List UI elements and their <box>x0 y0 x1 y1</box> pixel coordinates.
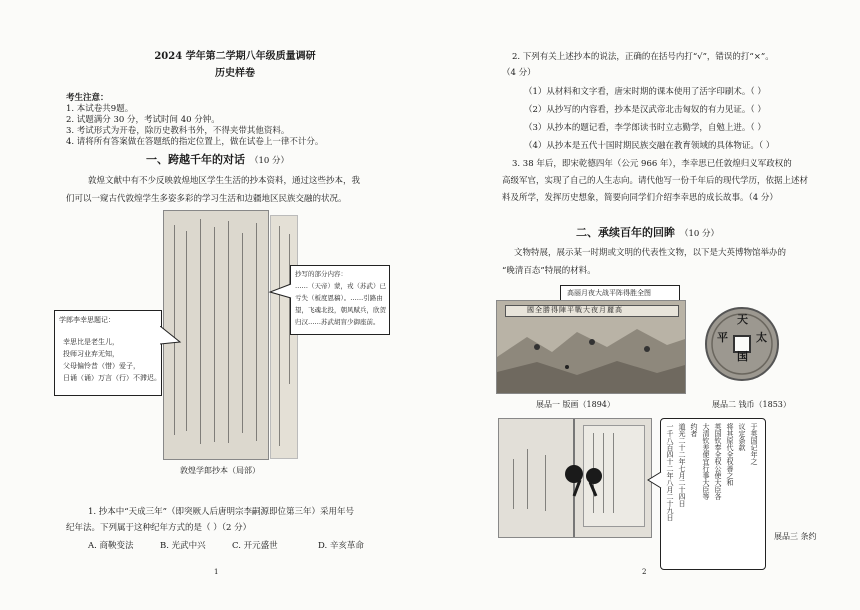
treaty-col: 将其原代全权善之和 <box>726 423 734 486</box>
poem-line: 学郎李幸思题记： <box>59 316 115 324</box>
exam-subtitle: 历史样卷 <box>215 68 255 79</box>
notice-title: 考生注意： <box>66 93 109 103</box>
painting-label-box <box>560 285 680 301</box>
treaty-col: 议定条款 <box>738 423 746 451</box>
intro-line-2: 们可以一窥古代敦煌学生多姿多彩的学习生活和边疆地区民族交融的状况。 <box>66 194 347 204</box>
coin-char-right: 太 <box>756 331 767 344</box>
excerpt-line: 亏失（板度恩稿）。……引路由 <box>295 294 383 302</box>
excerpt-box <box>290 265 390 335</box>
intro-line-1: 敦煌文献中有不少反映敦煌地区学生生活的抄本资料，通过这些抄本，我 <box>88 176 361 186</box>
section2-score: （10 分） <box>680 229 720 239</box>
treaty-col: 道光二十二年七月二十四日 <box>678 423 686 507</box>
q2-item-4: （4）从抄本是五代十国时期民族交融在教育领域的具体物证。（ ） <box>524 141 775 151</box>
painting-label: 高丽月夜大战平阵得胜全图 <box>567 289 651 297</box>
coin-char-top: 天 <box>737 313 748 326</box>
treaty-text-box <box>660 418 766 570</box>
speech-pointer-icon <box>268 282 292 302</box>
poem-line: 幸思比是老生儿， <box>63 338 119 346</box>
painting-banner: 國全勝得陣平戰大夜月麗高 <box>527 306 623 314</box>
poem-line: 日诵（诵）万言（行）不滞迟。 <box>63 374 161 382</box>
q1-option-c: C. 开元盛世 <box>232 541 278 551</box>
poem-line: 父母偏怜昔（惜）爱子， <box>63 362 140 370</box>
speech-pointer-icon <box>646 470 662 492</box>
treaty-col: 大清钦差便宜行事大臣等 <box>702 423 710 500</box>
poem-box <box>54 310 162 396</box>
excerpt-line: 归汉……苏武胡盲少御座前。 <box>295 318 380 326</box>
page-number: 1 <box>214 568 219 576</box>
q2-item-1: （1）从材料和文字看，唐宋时期的课本使用了活字印刷术。（ ） <box>524 87 766 97</box>
q1-option-b: B. 光武中兴 <box>160 541 206 551</box>
q2-item-2: （2）从抄写的内容看，抄本是汉武帝北击匈奴的有力见证。（ ） <box>524 105 766 115</box>
poem-line: 投师习业弃无知， <box>63 350 119 358</box>
q3-line-3: 料及所学，发挥历史想象，简要向同学们介绍李幸思的成长故事。（4 分） <box>502 193 778 203</box>
q1-line-1: 1. 抄本中“天成三年”（即突厥人后唐明宗李嗣源即位第三年）采用年号 <box>88 507 355 517</box>
manuscript-caption: 敦煌学郎抄本（局部） <box>180 466 260 475</box>
speech-pointer-icon <box>160 326 184 350</box>
q2-line-2: （4 分） <box>502 68 536 78</box>
notice-4: 4. 请将所有答案做在答题纸的指定位置上，做在试卷上一律不计分。 <box>66 137 324 147</box>
painting-image <box>496 300 686 394</box>
q3-line-1: 3. 38 年后，即宋乾德四年（公元 966 年），李幸思已任敦煌归义军政权的 <box>512 159 792 169</box>
exhibit3-caption: 展品三 条约 <box>774 532 817 541</box>
intro2-line-2: “晚清百态”特展的材料。 <box>502 266 596 276</box>
page-number: 2 <box>642 568 647 576</box>
q2-line-1: 2. 下列有关上述抄本的说法，正确的在括号内打“√”，错误的打“×”。 <box>512 52 774 62</box>
notice-2: 2. 试题满分 30 分，考试时间 40 分钟。 <box>66 115 220 125</box>
treaty-col: 英国钦奉全权公使大臣各 <box>714 423 722 500</box>
exam-title: 2024 学年第二学期八年级质量调研 <box>154 51 316 62</box>
section1-title: 一、跨越千年的对话 <box>146 153 245 166</box>
excerpt-line: 望，飞魂北投，朝风赋兵，欣贺 <box>295 306 386 314</box>
battle-scene <box>497 317 685 393</box>
exhibit2-caption: 展品二 钱币（1853） <box>712 400 791 409</box>
excerpt-line: ……（天帝）蒙，戎（苏武）已 <box>295 282 386 290</box>
manuscript-margin <box>270 215 298 459</box>
q2-item-3: （3）从抄本的题记看，李学郎读书时立志勤学，自勉上进。（ ） <box>524 123 766 133</box>
treaty-col: 约者 <box>690 423 698 437</box>
section2-title: 二、承续百年的回眸 <box>576 226 675 239</box>
q1-line-2: 纪年法。下列属于这种纪年方式的是（ ）（2 分） <box>66 523 252 533</box>
q3-line-2: 高级军官，实现了自己的人生志向。请代他写一份千年后的现代学历，依据上述材 <box>502 176 809 186</box>
treaty-col: 于英国记年之 <box>750 423 758 465</box>
section1-score: （10 分） <box>250 156 290 166</box>
exhibit1-caption: 展品一 版画（1894） <box>536 400 615 409</box>
coin-char-bottom: 国 <box>737 350 748 363</box>
excerpt-line: 抄写的部分内容： <box>295 270 347 278</box>
coin-char-left: 平 <box>717 331 728 344</box>
q1-option-d: D. 辛亥革命 <box>318 541 364 551</box>
notice-1: 1. 本试卷共9题。 <box>66 104 134 114</box>
notice-3: 3. 考试形式为开卷，除历史教科书外，不得夹带其他资料。 <box>66 126 290 136</box>
q1-option-a: A. 商鞅变法 <box>88 541 134 551</box>
intro2-line-1: 文物特展，展示某一时期或文明的代表性文物，以下是大英博物馆举办的 <box>514 248 787 258</box>
seal-icon <box>560 458 608 498</box>
treaty-col: 一千八百四十二年八月二十九日 <box>666 423 674 521</box>
